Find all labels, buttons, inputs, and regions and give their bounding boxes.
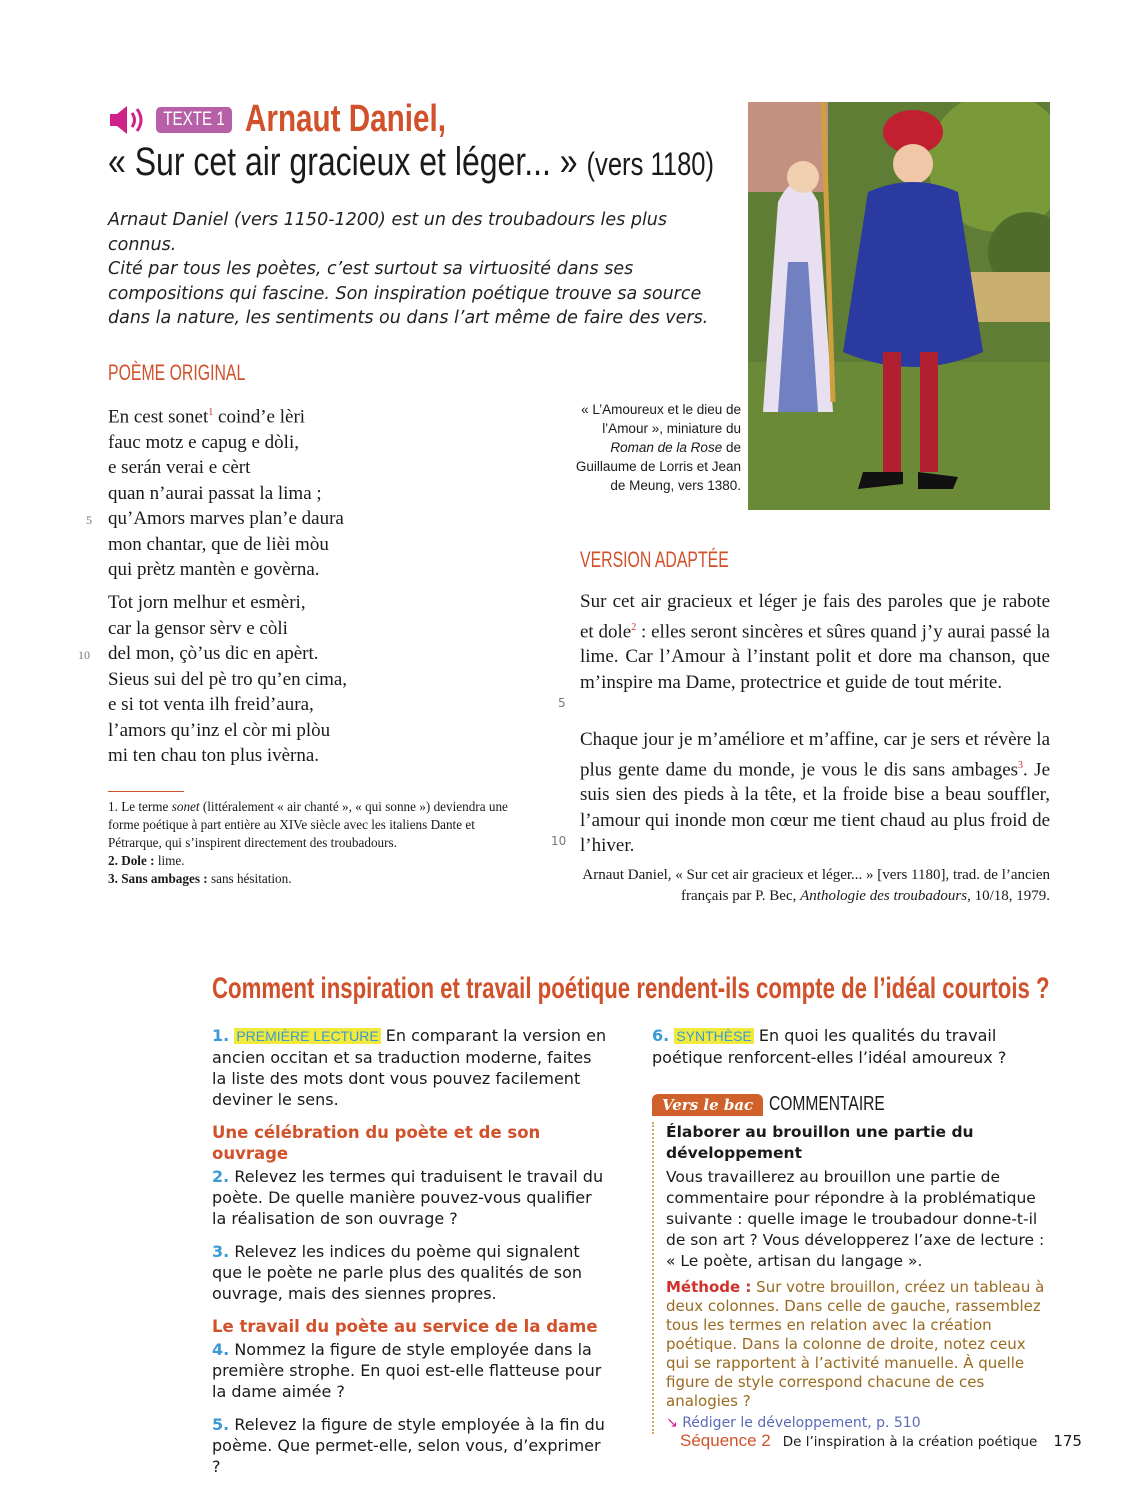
footnote-ref[interactable]: 2 <box>631 621 637 633</box>
verse: l’amors qu’inz el còr mi plòu <box>108 719 331 741</box>
intro-line: Arnaut Daniel (vers 1150-1200) est un des troubadours les plus connus. <box>108 210 668 255</box>
line-number: 10 <box>78 648 90 662</box>
footnote-label: 2. Dole : <box>108 853 155 868</box>
question-number: 4. <box>212 1340 230 1359</box>
intro <box>108 208 718 331</box>
question-number: 1. <box>212 1026 230 1045</box>
question-number: 2. <box>212 1167 230 1186</box>
verse: mon chantar, que de lièi mòu <box>108 533 329 555</box>
question-text: Nommez la figure de style employée dans la première strophe. En quoi est-elle flatteuse pour la dame aimée ? <box>212 1340 602 1401</box>
verse <box>86 506 344 532</box>
caption-text: « L’Amoureux et le dieu de l’Amour », miniature du <box>581 402 741 436</box>
intro-line: compositions qui fascine. Son inspiration poétique trouve sa source <box>108 283 702 304</box>
question-text: Relevez les indices du poème qui signalent que le poète ne parle plus des qualités de son ouvrage, mais des siennes propres. <box>212 1242 583 1303</box>
text-header <box>108 98 503 141</box>
footnote-2 <box>108 852 508 870</box>
caption-text: de Guillaume de Lorris et Jean de Meung, vers 1380. <box>575 440 741 493</box>
bac-title: Élaborer au brouillon une partie du développement <box>666 1123 974 1162</box>
subsection-heading: Une célébration du poète et de son ouvrage <box>212 1123 541 1163</box>
verse: fauc motz e capug e dòli, <box>108 431 299 453</box>
caption-work-title: Roman de la Rose <box>610 440 723 455</box>
footnote-3 <box>108 870 508 888</box>
question-text: En quoi les qualités du travail poétique renforcent-elles l’idéal amoureux ? <box>652 1026 1007 1067</box>
footnote-text: sans hésitation. <box>210 871 292 886</box>
question-tag: SYNTHÈSE <box>676 1028 752 1044</box>
intro-line: Cité par tous les poètes, c’est surtout sa virtuosité dans ses <box>108 259 634 279</box>
verse: Sieus sui del pè tro qu’en cima, <box>108 668 348 690</box>
adapted-paragraph-2 <box>580 727 1050 859</box>
verse: e si tot venta ilh freid’aura, <box>108 694 314 715</box>
original-stanza-1 <box>86 400 344 583</box>
question-tag: PREMIÈRE LECTURE <box>236 1028 379 1044</box>
question-text: Relevez la figure de style employée à la fin du poème. Que permet-elle, selon vous, d’exprimer ? <box>212 1415 605 1476</box>
source-text: Arnaut Daniel, « Sur cet air gracieux et léger... » [vers 1180], trad. de l’ancien français par P. Bec, <box>582 867 1050 904</box>
footnote-divider <box>108 791 184 792</box>
verse: car la gensor sèrv e còli <box>108 617 288 639</box>
original-stanza-2 <box>78 590 348 769</box>
page-title <box>108 140 714 185</box>
question-3 <box>212 1241 610 1304</box>
question-4 <box>212 1339 610 1402</box>
prose-text: : elles seront sincères et sûres quand j’y aurai passé la lime. Car l’Amour à l’instant polit et dore ma chanson, que m’inspire ma Dame, protectrice et guide de tout mérite. <box>580 620 1050 693</box>
verse: e serán verai e cèrt <box>108 457 251 479</box>
page-number: 175 <box>1053 1432 1082 1450</box>
source-text: 10/18, 1979. <box>974 888 1050 904</box>
adapted-paragraph-1 <box>580 589 1050 695</box>
question-text: Relevez les termes qui traduisent le travail du poète. De quelle manière pouvez-vous qualifier la réalisation de son ouvrage ? <box>212 1167 604 1228</box>
bac-header <box>652 1093 918 1116</box>
question-1 <box>212 1025 610 1110</box>
question-number: 6. <box>652 1026 670 1045</box>
question-number: 3. <box>212 1242 230 1261</box>
bac-text: Vous travaillerez au brouillon une partie de commentaire pour répondre à la problématique suivante : quelle image le troubadour donne-t-il de son art ? Vous développerez l’axe de lecture : « Le poète, artisan du langage ». <box>666 1168 1045 1270</box>
verse-text: qu’Amors marves plan’e daura <box>108 508 344 530</box>
source-book: Anthologie des troubadours, <box>800 888 971 904</box>
footer-title: De l’inspiration à la création poétique <box>782 1434 1038 1450</box>
footnote-label: 3. Sans ambages : <box>108 871 208 886</box>
line-number: 5 <box>86 513 92 528</box>
method <box>666 1278 1050 1411</box>
footnote-ref[interactable]: 1 <box>208 407 214 418</box>
question-text: En comparant la version en ancien occitan et sa traduction moderne, faites la liste des mots dont vous pouvez facilement deviner le sens. <box>212 1026 607 1109</box>
footnote-label: 1. Le terme <box>108 799 169 814</box>
miniature-illustration <box>748 102 1050 510</box>
footnote-word: sonet <box>171 799 200 814</box>
footnote-text: (littéralement « air chanté », « qui sonne ») deviendra une forme poétique à part entière au XIVe siècle avec les italiens Dante et Pétrarque, qui s’inspirent directement des troubadours. <box>108 799 508 850</box>
line-number: 10 <box>551 834 567 848</box>
prose-text: Chaque jour je m’améliore et m’affine, car je sers et révère la plus gente dame du monde, je vous le dis sans ambages <box>580 729 1050 780</box>
footnote-ref[interactable]: 3 <box>1018 759 1024 771</box>
bac-type: COMMENTAIRE <box>769 1093 886 1115</box>
method-label: Méthode : <box>666 1278 752 1296</box>
arrow-icon: ↘ <box>666 1415 678 1431</box>
verse <box>108 400 344 430</box>
audio-speaker-icon[interactable] <box>108 103 146 137</box>
poem-date: (vers 1180) <box>586 146 715 182</box>
verse-text: del mon, çò’us dic en apèrt. <box>108 643 319 664</box>
image-caption <box>570 400 741 495</box>
question-6 <box>652 1025 1050 1068</box>
verse: mi ten chau ton plus ivèrna. <box>108 745 320 766</box>
miniature-painting <box>748 102 1050 510</box>
bac-box <box>652 1122 1050 1434</box>
prose-text: . Je suis sien des pieds à la tête, et la froide bise a beau souffler, l’amour qui inonde mon cœur me tient chaud au plus froid de l’hiver. <box>580 758 1051 857</box>
page-footer <box>680 1431 1082 1451</box>
footnotes <box>108 798 508 888</box>
questions-heading: Comment inspiration et travail poétique rendent-ils compte de l’idéal courtois ? <box>212 972 1050 1005</box>
link-text[interactable]: Rédiger le développement, p. 510 <box>682 1415 921 1431</box>
question-2 <box>212 1166 610 1229</box>
question-5 <box>212 1414 610 1477</box>
text-badge: TEXTE 1 <box>156 107 232 133</box>
verse: quan n’aurai passat la lima ; <box>108 482 322 504</box>
verse: qui prètz mantèn e govèrna. <box>108 559 320 581</box>
verse-text: En cest sonet <box>108 406 209 428</box>
adapted-heading: VERSION ADAPTÉE <box>580 547 729 572</box>
questions-left <box>212 1025 610 1489</box>
question-number: 5. <box>212 1415 230 1434</box>
method-text: Sur votre brouillon, créez un tableau à deux colonnes. Dans celle de gauche, rassemblez tous les termes en relation avec la création poétique. Dans la colonne de droite, notez ceux qui se rapportent à l’activité manuelle. À quelle figure de style correspond chacune de ces analogies ? <box>666 1278 1045 1410</box>
poem-title: « Sur cet air gracieux et léger... » <box>108 140 578 184</box>
verse: Tot jorn melhur et esmèri, <box>108 592 306 613</box>
subsection-heading: Le travail du poète au service de la dame <box>212 1317 598 1336</box>
line-number: 5 <box>558 696 566 710</box>
original-heading: POÈME ORIGINAL <box>108 360 246 385</box>
prose-text: Sur cet air gracieux et léger je fais des paroles que je rabote et dole <box>580 591 1050 642</box>
footnote-1 <box>108 798 508 852</box>
source-citation <box>580 865 1050 907</box>
footnote-text: lime. <box>157 853 185 868</box>
author-name: Arnaut Daniel, <box>245 98 447 140</box>
bac-tag: Vers le bac <box>652 1094 763 1116</box>
verse <box>78 641 347 667</box>
intro-line: dans la nature, les sentiments ou dans l’art même de faire des vers. <box>108 308 709 328</box>
footer-sequence: Séquence 2 <box>680 1431 771 1450</box>
verse-text: coind’e lèri <box>218 406 306 428</box>
